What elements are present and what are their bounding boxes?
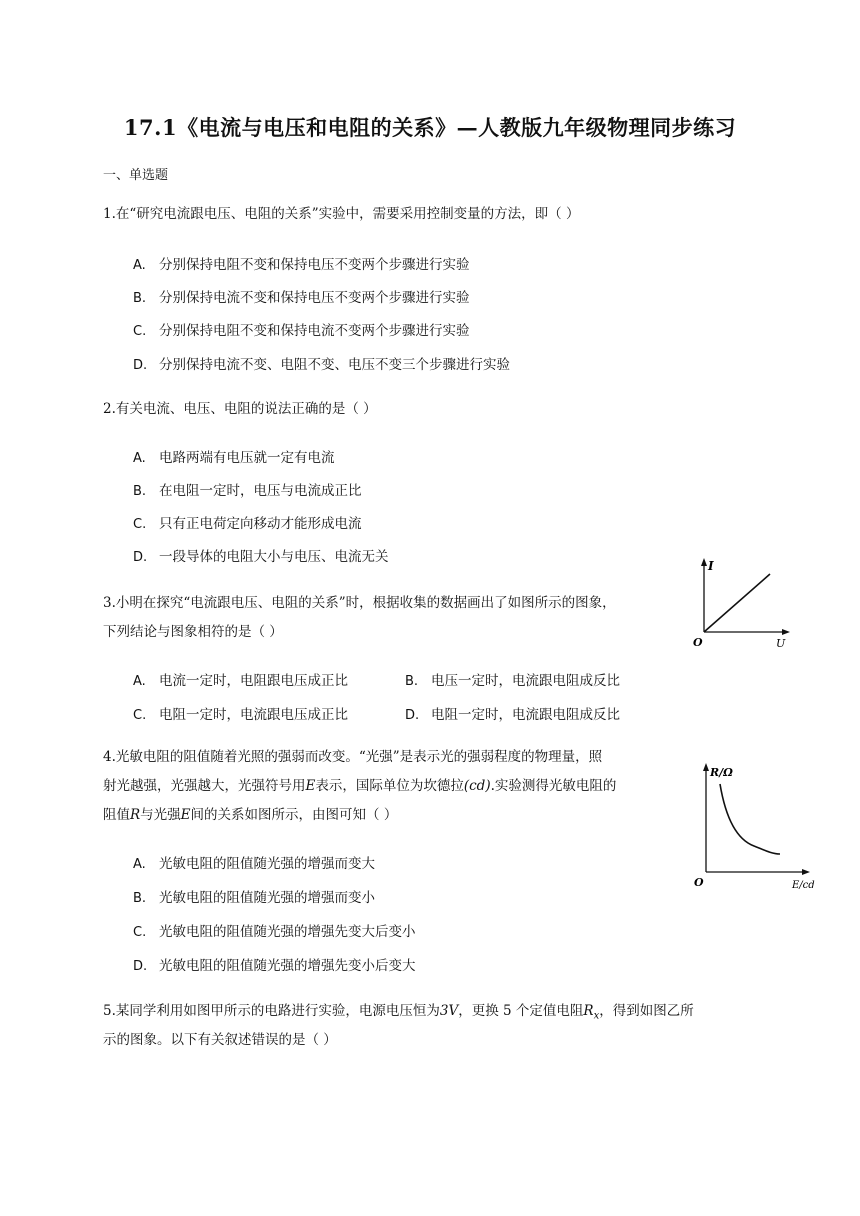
question-2-stem: 2.有关电流、电压、电阻的说法正确的是（ ）: [103, 401, 377, 417]
graph-origin-label: O: [693, 636, 703, 649]
option-label: B.: [133, 891, 147, 906]
option-text: 光敏电阻的阻值随光强的增强先变大后变小: [159, 924, 416, 940]
question-2-option-b[interactable]: [133, 479, 362, 499]
graph-x-arrow: [782, 629, 790, 635]
graph-y-arrow: [701, 558, 707, 566]
question-1-option-b[interactable]: [133, 286, 470, 306]
graph-x-label: E/cd: [792, 880, 815, 891]
question-3-option-a[interactable]: [133, 669, 348, 689]
option-label: A.: [133, 451, 146, 466]
question-3-stem-line-1: 3.小明在探究“电流跟电压、电阻的关系”时，根据收集的数据画出了如图所示的图象，: [103, 595, 616, 611]
graph-x-arrow: [802, 869, 810, 875]
option-label: B.: [133, 291, 147, 306]
question-2-option-a[interactable]: [133, 446, 335, 466]
question-4-stem-line-2: 射光越强，光强越大，光强符号用E表示，国际单位为坎德拉(cd).实验测得光敏电阻的: [103, 778, 617, 794]
option-text: 分别保持电阻不变和保持电流不变两个步骤进行实验: [159, 323, 470, 339]
question-3-graph: [690, 556, 790, 652]
question-1-option-c[interactable]: [133, 319, 470, 339]
graph-origin-label: O: [694, 876, 704, 889]
question-4-option-d[interactable]: [133, 954, 416, 974]
option-label: D.: [133, 358, 148, 373]
graph-y-arrow: [703, 763, 709, 771]
option-label: A.: [133, 258, 146, 273]
option-label: B.: [133, 484, 147, 499]
option-text: 在电阻一定时，电压与电流成正比: [159, 483, 362, 499]
question-3-option-b[interactable]: [405, 669, 620, 689]
page-title: 17.1《电流与电压和电阻的关系》—人教版九年级物理同步练习: [123, 115, 737, 140]
question-4-stem-line-3: 阻值R与光强E间的关系如图所示，由图可知（ ）: [103, 807, 398, 823]
graph-x-label: U: [776, 637, 786, 650]
option-label: B.: [405, 674, 419, 689]
graph-line: [704, 574, 770, 632]
option-text: 分别保持电阻不变和保持电压不变两个步骤进行实验: [159, 257, 470, 273]
option-label: C.: [133, 324, 147, 339]
question-2-option-c[interactable]: [133, 512, 362, 532]
option-text: 分别保持电流不变、电阻不变、电压不变三个步骤进行实验: [159, 357, 510, 373]
option-text: 光敏电阻的阻值随光强的增强而变小: [159, 890, 375, 906]
graph-y-label: R/Ω: [710, 766, 733, 779]
option-label: C.: [133, 925, 147, 940]
option-label: C.: [133, 517, 147, 532]
question-3-option-c[interactable]: [133, 703, 348, 723]
option-text: 光敏电阻的阻值随光强的增强先变小后变大: [159, 958, 416, 974]
question-5-stem-line-2: 示的图象。以下有关叙述错误的是（ ）: [103, 1032, 337, 1048]
question-4-option-c[interactable]: [133, 920, 416, 940]
section-heading: 一、单选题: [103, 168, 169, 183]
question-5-stem-line-1: 5.某同学利用如图甲所示的电路进行实验，电源电压恒为3V，更换 5 个定值电阻$R_x$，得到如图乙所: [103, 1003, 694, 1022]
question-4-stem-line-1: 4.光敏电阻的阻值随着光照的强弱而改变。“光强”是表示光的强弱程度的物理量，照: [103, 749, 603, 765]
question-4-option-b[interactable]: [133, 886, 375, 906]
question-3-option-d[interactable]: [405, 703, 620, 723]
question-1-option-a[interactable]: [133, 253, 470, 273]
question-1-stem: 1.在“研究电流跟电压、电阻的关系”实验中，需要采用控制变量的方法，即（ ）: [103, 206, 580, 222]
option-text: 电路两端有电压就一定有电流: [159, 450, 335, 466]
option-label: D.: [405, 708, 420, 723]
question-3-stem-line-2: 下列结论与图象相符的是（ ）: [103, 624, 283, 640]
option-label: D.: [133, 550, 148, 565]
question-2-option-d[interactable]: [133, 545, 389, 565]
option-text: 电阻一定时，电流跟电阻成反比: [431, 707, 620, 723]
graph-y-label: I: [708, 559, 714, 573]
option-text: 一段导体的电阻大小与电压、电流无关: [159, 549, 389, 565]
graph-curve: [720, 784, 780, 854]
option-text: 只有正电荷定向移动才能形成电流: [159, 516, 362, 532]
question-4-option-a[interactable]: [133, 852, 375, 872]
option-text: 电阻一定时，电流跟电压成正比: [159, 707, 348, 723]
option-label: D.: [133, 959, 148, 974]
question-1-option-d[interactable]: [133, 353, 510, 373]
option-label: A.: [133, 857, 146, 872]
option-text: 电流一定时，电阻跟电压成正比: [159, 673, 348, 689]
question-4-graph: [692, 760, 820, 892]
option-label: C.: [133, 708, 147, 723]
option-text: 光敏电阻的阻值随光强的增强而变大: [159, 856, 375, 872]
option-text: 分别保持电流不变和保持电压不变两个步骤进行实验: [159, 290, 470, 306]
option-text: 电压一定时，电流跟电阻成反比: [431, 673, 620, 689]
option-label: A.: [133, 674, 146, 689]
